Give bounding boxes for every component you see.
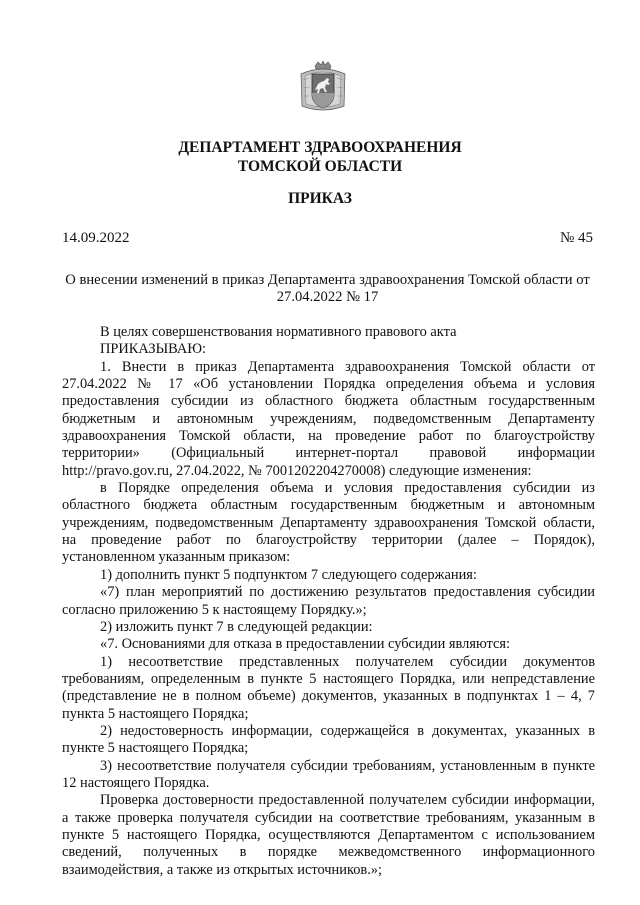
org-name-line1: ДЕПАРТАМЕНТ ЗДРАВООХРАНЕНИЯ	[178, 139, 462, 156]
paragraph: 3) несоответствие получателя субсидии требованиям, установленным в пункте 12 настоящего Порядка.	[62, 757, 595, 791]
paragraph: «7) план мероприятий по достижению результатов предоставления субсидии согласно приложению 5 к настоящему Порядку.»;	[62, 584, 595, 618]
paragraph: в Порядке определения объема и условия предоставления субсидии из областного бюджета областным государственным бюджетным и автономным учреждениям, подведомственным Департаменту здравоохранения Томской области, на проведение работ по благоустройству территории (далее – Порядок), установленном указанным приказом:	[62, 480, 595, 566]
paragraph: Проверка достоверности предоставленной получателем субсидии информации, а также проверка получателя субсидии на соответствие требованиям, указанным в пункте 5 настоящего Порядка, осуществляются Департаментом с использованием сведений, полученных в порядке межведомственного информационного взаимодействия, а также из открытых источников.»;	[62, 792, 595, 878]
doc-subject: О внесении изменений в приказ Департамента здравоохранения Томской области от 27.04.2022 № 17	[65, 272, 590, 305]
paragraph: 2) недостоверность информации, содержащейся в документах, указанных в пункте 5 настоящего Порядка;	[62, 722, 595, 757]
paragraph: 1) несоответствие представленных получателем субсидии документов требованиям, определенным в пункте 5 настоящего Порядка, или непредставление (представление не в полном объеме) документов, указанных в подпунктах 1 – 4, 7 пункта 5 настоящего Порядка;	[62, 653, 595, 722]
doc-body	[62, 324, 595, 879]
doc-number: № 45	[559, 230, 593, 246]
coat-of-arms-icon	[297, 60, 349, 116]
paragraph: 2) изложить пункт 7 в следующей редакции:	[100, 618, 373, 635]
doc-type: ПРИКАЗ	[288, 190, 352, 207]
paragraph: «7. Основаниями для отказа в предоставлении субсидии являются:	[100, 636, 510, 653]
doc-date: 14.09.2022	[62, 230, 130, 246]
paragraph: ПРИКАЗЫВАЮ:	[100, 341, 207, 358]
paragraph: 1. Внести в приказ Департамента здравоохранения Томской области от 27.04.2022 № 17 «Об установлении Порядка определения объема и условия предоставления субсидии из областного бюджета областным государственным бюджетным и автономным учреждениям, подведомственным Департаменту здравоохранения Томской области, на проведение работ по благоустройству территории» (Официальный интернет-портал правовой информации http://pravo.gov.ru, 27.04.2022, № 7001202204270008) следующие изменения:	[62, 358, 595, 479]
paragraph: 1) дополнить пункт 5 подпунктом 7 следующего содержания:	[100, 566, 477, 583]
org-name-line2: ТОМСКОЙ ОБЛАСТИ	[237, 158, 403, 175]
paragraph: В целях совершенствования нормативного правового акта	[100, 324, 457, 340]
